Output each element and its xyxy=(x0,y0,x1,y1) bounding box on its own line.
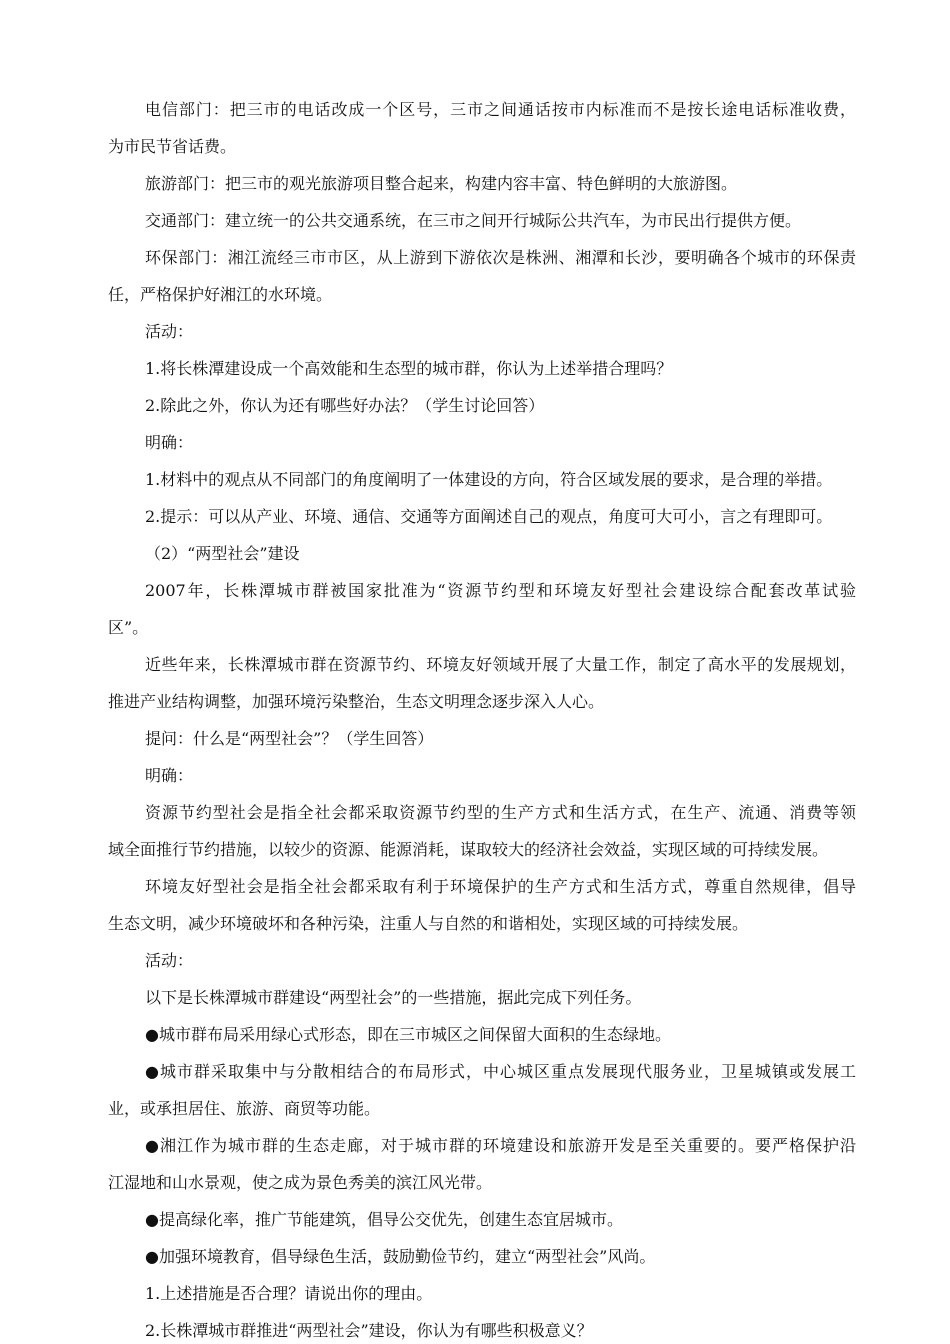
task-question-1: 1.上述措施是否合理？请说出你的理由。 xyxy=(145,1284,433,1303)
definition-environment-line-2: 生态文明，减少环境破坏和各种污染，注重人与自然的和谐相处，实现区域的可持续发展。 xyxy=(108,914,749,933)
task-question-2: 2.长株潭城市群推进“两型社会”建设，你认为有哪些积极意义？ xyxy=(145,1321,593,1340)
paragraph-telecom-line-2: 为市民节省话费。 xyxy=(108,137,237,156)
measure-item-5: ●加强环境教育，倡导绿色生活，鼓励勤俭节约，建立“两型社会”风尚。 xyxy=(145,1247,656,1266)
activity-question-2: 2.除此之外，你认为还有哪些好办法？（学生讨论回答） xyxy=(145,396,545,415)
measure-item-3-line-1: ●湘江作为城市群的生态走廊，对于城市群的环境建设和旅游开发是至关重要的。要严格保护沿 xyxy=(145,1136,856,1155)
paragraph-transport: 交通部门：建立统一的公共交通系统，在三市之间开行城际公共汽车，为市民出行提供方便。 xyxy=(145,211,802,230)
paragraph-2007-line-2: 区”。 xyxy=(108,618,149,637)
paragraph-tourism: 旅游部门：把三市的观光旅游项目整合起来，构建内容丰富、特色鲜明的大旅游图。 xyxy=(145,174,738,193)
paragraph-recent-line-1: 近些年来，长株潭城市群在资源节约、环境友好领域开展了大量工作，制定了高水平的发展规划， xyxy=(145,655,856,674)
measure-item-2-line-2: 业，或承担居住、旅游、商贸等功能。 xyxy=(108,1099,381,1118)
clarify-label: 明确： xyxy=(145,433,194,452)
measure-item-3-line-2: 江湿地和山水景观，使之成为景色秀美的滨江风光带。 xyxy=(108,1173,493,1192)
definition-resource-line-1: 资源节约型社会是指全社会都采取资源节约型的生产方式和生活方式，在生产、流通、消费等领 xyxy=(145,803,856,822)
activity-label: 活动： xyxy=(145,322,194,341)
paragraph-2007-line-1: 2007年，长株潭城市群被国家批准为“资源节约型和环境友好型社会建设综合配套改革试验 xyxy=(145,581,856,600)
activity-label-2: 活动： xyxy=(145,951,194,970)
definition-environment-line-1: 环境友好型社会是指全社会都采取有利于环境保护的生产方式和生活方式，尊重自然规律，倡导 xyxy=(145,877,856,896)
paragraph-environment-line-1: 环保部门：湘江流经三市市区，从上游到下游依次是株洲、湘潭和长沙，要明确各个城市的环保责 xyxy=(145,248,856,267)
clarify-answer-2: 2.提示：可以从产业、环境、通信、交通等方面阐述自己的观点，角度可大可小，言之有理即可。 xyxy=(145,507,833,526)
measure-item-4: ●提高绿化率，推广节能建筑，倡导公交优先，创建生态宜居城市。 xyxy=(145,1210,623,1229)
clarify-label-2: 明确： xyxy=(145,766,194,785)
paragraph-telecom-line-1: 电信部门：把三市的电话改成一个区号，三市之间通话按市内标准而不是按长途电话标准收费， xyxy=(145,100,856,119)
activity-question-1: 1.将长株潭建设成一个高效能和生态型的城市群，你认为上述举措合理吗？ xyxy=(145,359,673,378)
measure-item-1: ●城市群布局采用绿心式形态，即在三市城区之间保留大面积的生态绿地。 xyxy=(145,1025,671,1044)
measure-item-2-line-1: ●城市群采取集中与分散相结合的布局形式，中心城区重点发展现代服务业，卫星城镇或发展工 xyxy=(145,1062,856,1081)
question-what-is: 提问：什么是“两型社会”？（学生回答） xyxy=(145,729,434,748)
definition-resource-line-2: 域全面推行节约措施，以较少的资源、能源消耗，谋取较大的经济社会效益，实现区域的可持续发展。 xyxy=(108,840,829,859)
clarify-answer-1: 1.材料中的观点从不同部门的角度阐明了一体建设的方向，符合区域发展的要求，是合理的举措。 xyxy=(145,470,833,489)
activity-intro: 以下是长株潭城市群建设“两型社会”的一些措施，据此完成下列任务。 xyxy=(145,988,642,1007)
paragraph-environment-line-2: 任，严格保护好湘江的水环境。 xyxy=(108,285,333,304)
paragraph-recent-line-2: 推进产业结构调整，加强环境污染整治，生态文明理念逐步深入人心。 xyxy=(108,692,605,711)
section-heading-two-type-society: （2）“两型社会”建设 xyxy=(145,544,300,563)
